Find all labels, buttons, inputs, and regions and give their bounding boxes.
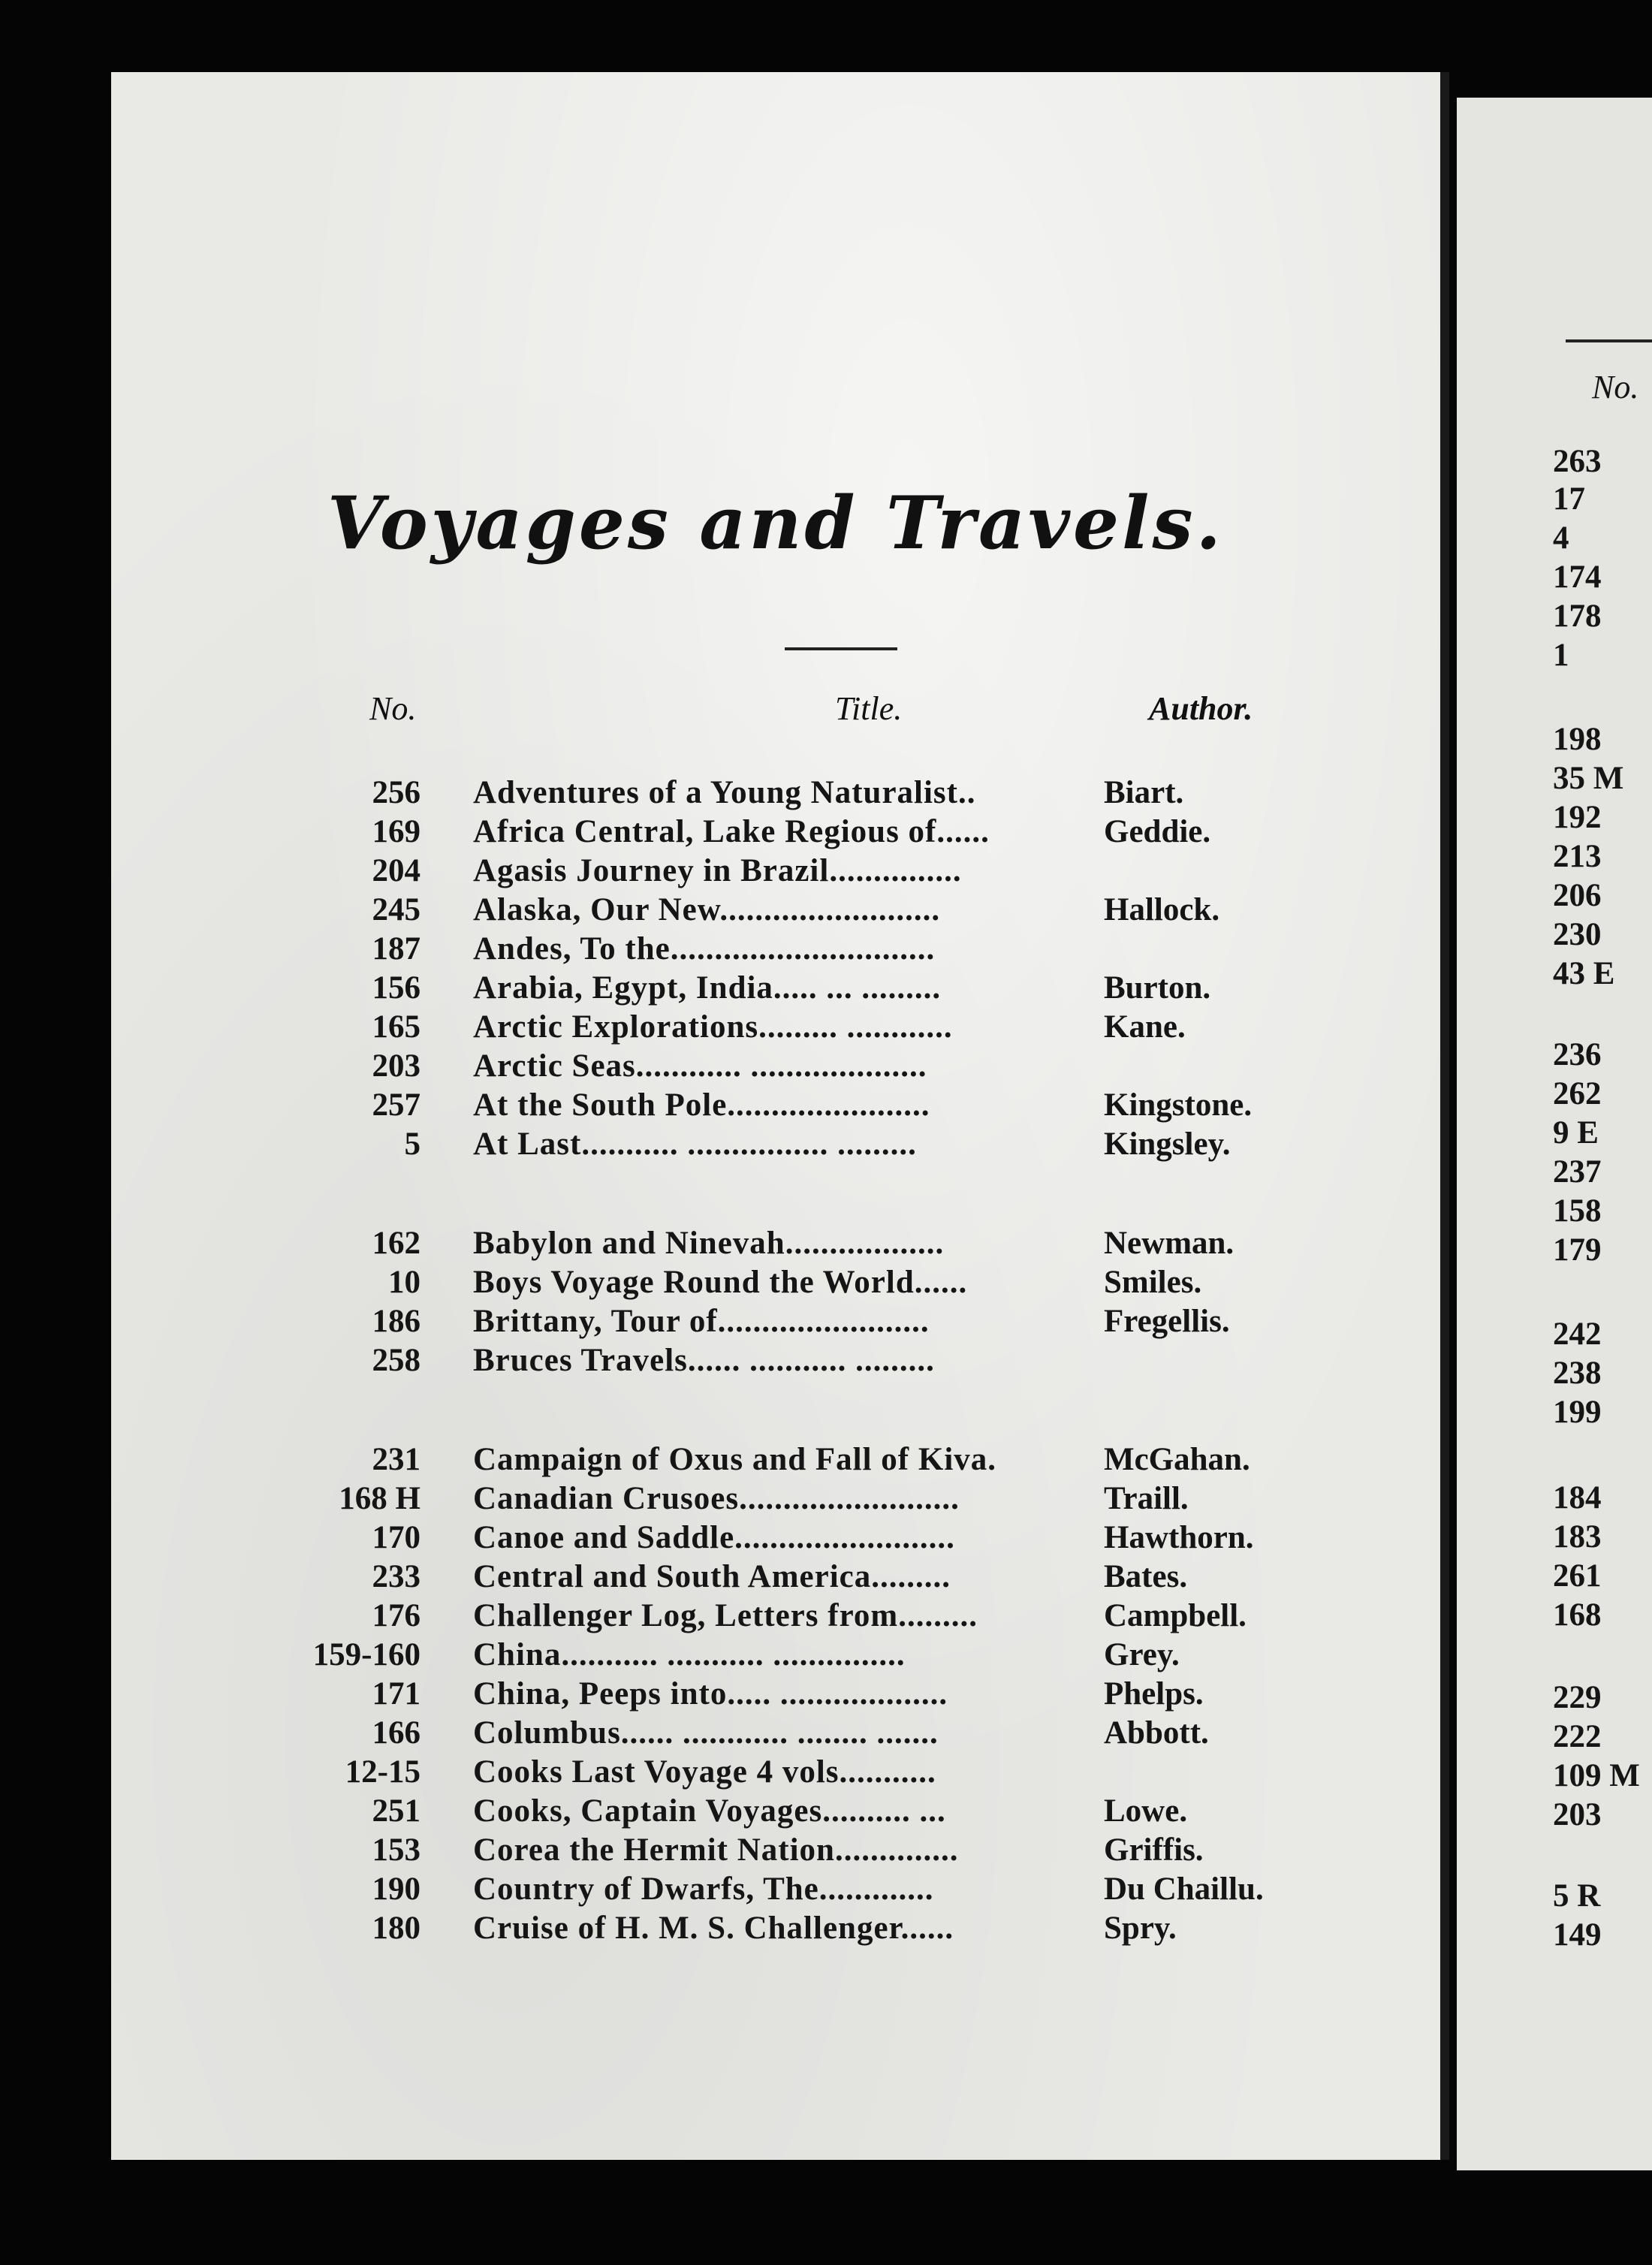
right-column-number: 178 [1553,599,1602,634]
entry-title: Corea the Hermit Nation.............. [473,1832,959,1868]
entry-title: Arabia, Egypt, India..... ... ......... [473,970,942,1006]
catalogue-entry [285,1263,1307,1302]
catalogue-entry [285,930,1307,969]
entry-author: Kane. [1104,1009,1186,1045]
right-column-number: 179 [1553,1232,1602,1268]
entry-author: Geddie. [1104,814,1211,849]
header-no: No. [369,690,417,727]
entry-title: Challenger Log, Letters from......... [473,1598,978,1633]
catalogue-entry [285,852,1307,891]
entry-title: Cooks, Captain Voyages.......... ... [473,1793,946,1829]
entry-number: 233 [372,1559,421,1594]
entry-title: China........... ........... ............... [473,1637,906,1672]
right-column-number: 236 [1553,1037,1602,1072]
catalogue-entry [285,1909,1307,1948]
entry-author: Bates. [1104,1559,1188,1594]
entry-number: 203 [372,1048,421,1084]
entry-number: 156 [372,970,421,1006]
right-header-rule [1566,339,1652,342]
header-author: Author. [1149,690,1253,727]
entry-number: 190 [372,1871,421,1907]
right-column-number: 9 E [1553,1115,1599,1151]
right-column-number: 222 [1553,1719,1602,1754]
entry-number: 204 [372,853,421,888]
entry-title: Andes, To the.............................. [473,931,936,967]
entry-author: Phelps. [1104,1676,1204,1712]
entry-number: 153 [372,1832,421,1868]
entry-title: At Last........... ................ ......... [473,1126,917,1162]
right-column-number: 206 [1553,878,1602,913]
right-column-number: 242 [1553,1316,1602,1352]
entry-title: Cooks Last Voyage 4 vols........... [473,1754,936,1790]
header-title: Title. [835,690,903,727]
entry-number: 251 [372,1793,421,1829]
entry-title: Boys Voyage Round the World...... [473,1265,968,1300]
catalogue-entry [285,1519,1307,1558]
page-title: Voyages and Travels. [327,481,1224,565]
right-column-number: 229 [1553,1680,1602,1715]
entry-number: 159-160 [312,1637,421,1672]
entry-title: Adventures of a Young Naturalist.. [473,775,976,810]
entry-number: 171 [372,1676,421,1712]
entry-author: Spry. [1104,1911,1177,1946]
entry-number: 186 [372,1304,421,1339]
right-column-number: 263 [1553,444,1602,479]
entry-title: Campaign of Oxus and Fall of Kiva. [473,1442,997,1477]
entry-number: 168 H [339,1481,421,1516]
entry-title: Country of Dwarfs, The............. [473,1871,934,1907]
catalogue-entry [285,1479,1307,1519]
entry-number: 170 [372,1520,421,1555]
entry-author: Traill. [1104,1481,1189,1516]
entry-title: Cruise of H. M. S. Challenger...... [473,1911,954,1946]
catalogue-entry [285,1086,1307,1125]
entry-title: Columbus...... ............ ........ ....... [473,1715,939,1751]
entry-title: Canoe and Saddle......................... [473,1520,955,1555]
entry-number: 187 [372,931,421,967]
catalogue-entry [285,1224,1307,1263]
catalogue-entry [285,1792,1307,1831]
entry-number: 258 [372,1343,421,1378]
right-column-number: 192 [1553,800,1602,835]
right-column-number: 1 [1553,638,1569,673]
entry-author: Du Chaillu. [1104,1871,1264,1907]
entry-author: Hallock. [1104,892,1220,927]
catalogue-entry [285,891,1307,930]
entry-title: Brittany, Tour of........................ [473,1304,930,1339]
entry-author: Kingsley. [1104,1126,1231,1162]
entry-title: Central and South America......... [473,1559,951,1594]
entry-number: 166 [372,1715,421,1751]
entry-author: McGahan. [1104,1442,1250,1477]
right-column-number: 35 M [1553,761,1624,796]
right-header-no: No. [1592,369,1639,406]
entry-author: Campbell. [1104,1598,1247,1633]
right-column-number: 203 [1553,1797,1602,1832]
right-column-number: 168 [1553,1597,1602,1633]
entry-title: Alaska, Our New......................... [473,892,941,927]
catalogue-entry [285,1714,1307,1753]
entry-title: Africa Central, Lake Regious of...... [473,814,990,849]
catalogue-entry [285,813,1307,852]
entry-author: Lowe. [1104,1793,1188,1829]
entry-author: Griffis. [1104,1832,1204,1868]
entry-author: Burton. [1104,970,1211,1006]
catalogue-entry [285,1125,1307,1164]
entry-author: Kingstone. [1104,1087,1253,1123]
right-column-number: 237 [1553,1154,1602,1190]
entry-author: Abbott. [1104,1715,1209,1751]
right-column-number: 5 R [1553,1878,1601,1914]
right-column-number: 109 M [1553,1758,1640,1793]
catalogue-entry [285,1302,1307,1341]
right-column-number: 183 [1553,1519,1602,1555]
right-column-number: 4 [1553,520,1569,556]
entry-title: At the South Pole....................... [473,1087,930,1123]
entry-number: 245 [372,892,421,927]
right-column-number: 184 [1553,1480,1602,1516]
entry-number: 257 [372,1087,421,1123]
entry-number: 256 [372,775,421,810]
right-column-number: 158 [1553,1193,1602,1229]
entry-author: Fregellis. [1104,1304,1230,1339]
right-column-number: 17 [1553,481,1585,517]
entry-author: Smiles. [1104,1265,1202,1300]
catalogue-entry [285,1831,1307,1870]
catalogue-entry [285,1558,1307,1597]
right-column-number: 262 [1553,1076,1602,1111]
catalogue-entry [285,969,1307,1008]
catalogue-entry [285,774,1307,813]
catalogue-entry [285,1341,1307,1380]
right-column-number: 43 E [1553,956,1615,991]
catalogue-entry [285,1008,1307,1047]
right-column-number: 261 [1553,1558,1602,1594]
right-column-number: 199 [1553,1395,1602,1430]
entry-number: 169 [372,814,421,849]
entry-title: Agasis Journey in Brazil............... [473,853,962,888]
entry-number: 165 [372,1009,421,1045]
catalogue-entry [285,1047,1307,1086]
catalogue-entry [285,1753,1307,1792]
entry-author: Newman. [1104,1226,1234,1261]
entry-title: China, Peeps into..... ................... [473,1676,948,1712]
entry-number: 231 [372,1442,421,1477]
entry-author: Hawthorn. [1104,1520,1254,1555]
entry-number: 162 [372,1226,421,1261]
catalogue-entry [285,1675,1307,1714]
right-column-number: 230 [1553,917,1602,952]
entry-title: Canadian Crusoes......................... [473,1481,960,1516]
entry-title: Arctic Explorations......... ............ [473,1009,953,1045]
catalogue-entry [285,1636,1307,1675]
entry-author: Grey. [1104,1637,1180,1672]
entry-title: Bruces Travels...... ........... ......... [473,1343,935,1378]
entry-number: 10 [388,1265,421,1300]
entry-number: 12-15 [345,1754,421,1790]
right-column-number: 149 [1553,1917,1602,1953]
catalogue-entry [285,1870,1307,1909]
entry-number: 176 [372,1598,421,1633]
entry-title: Arctic Seas............ .................... [473,1048,927,1084]
entry-title: Babylon and Ninevah.................. [473,1226,945,1261]
catalogue-entry [285,1597,1307,1636]
entry-author: Biart. [1104,775,1184,810]
right-column-number: 213 [1553,839,1602,874]
entry-number: 5 [404,1126,421,1162]
catalogue-entry [285,1440,1307,1479]
right-column-number: 238 [1553,1356,1602,1391]
right-column-number: 174 [1553,559,1602,595]
entry-number: 180 [372,1911,421,1946]
right-column-number: 198 [1553,722,1602,757]
